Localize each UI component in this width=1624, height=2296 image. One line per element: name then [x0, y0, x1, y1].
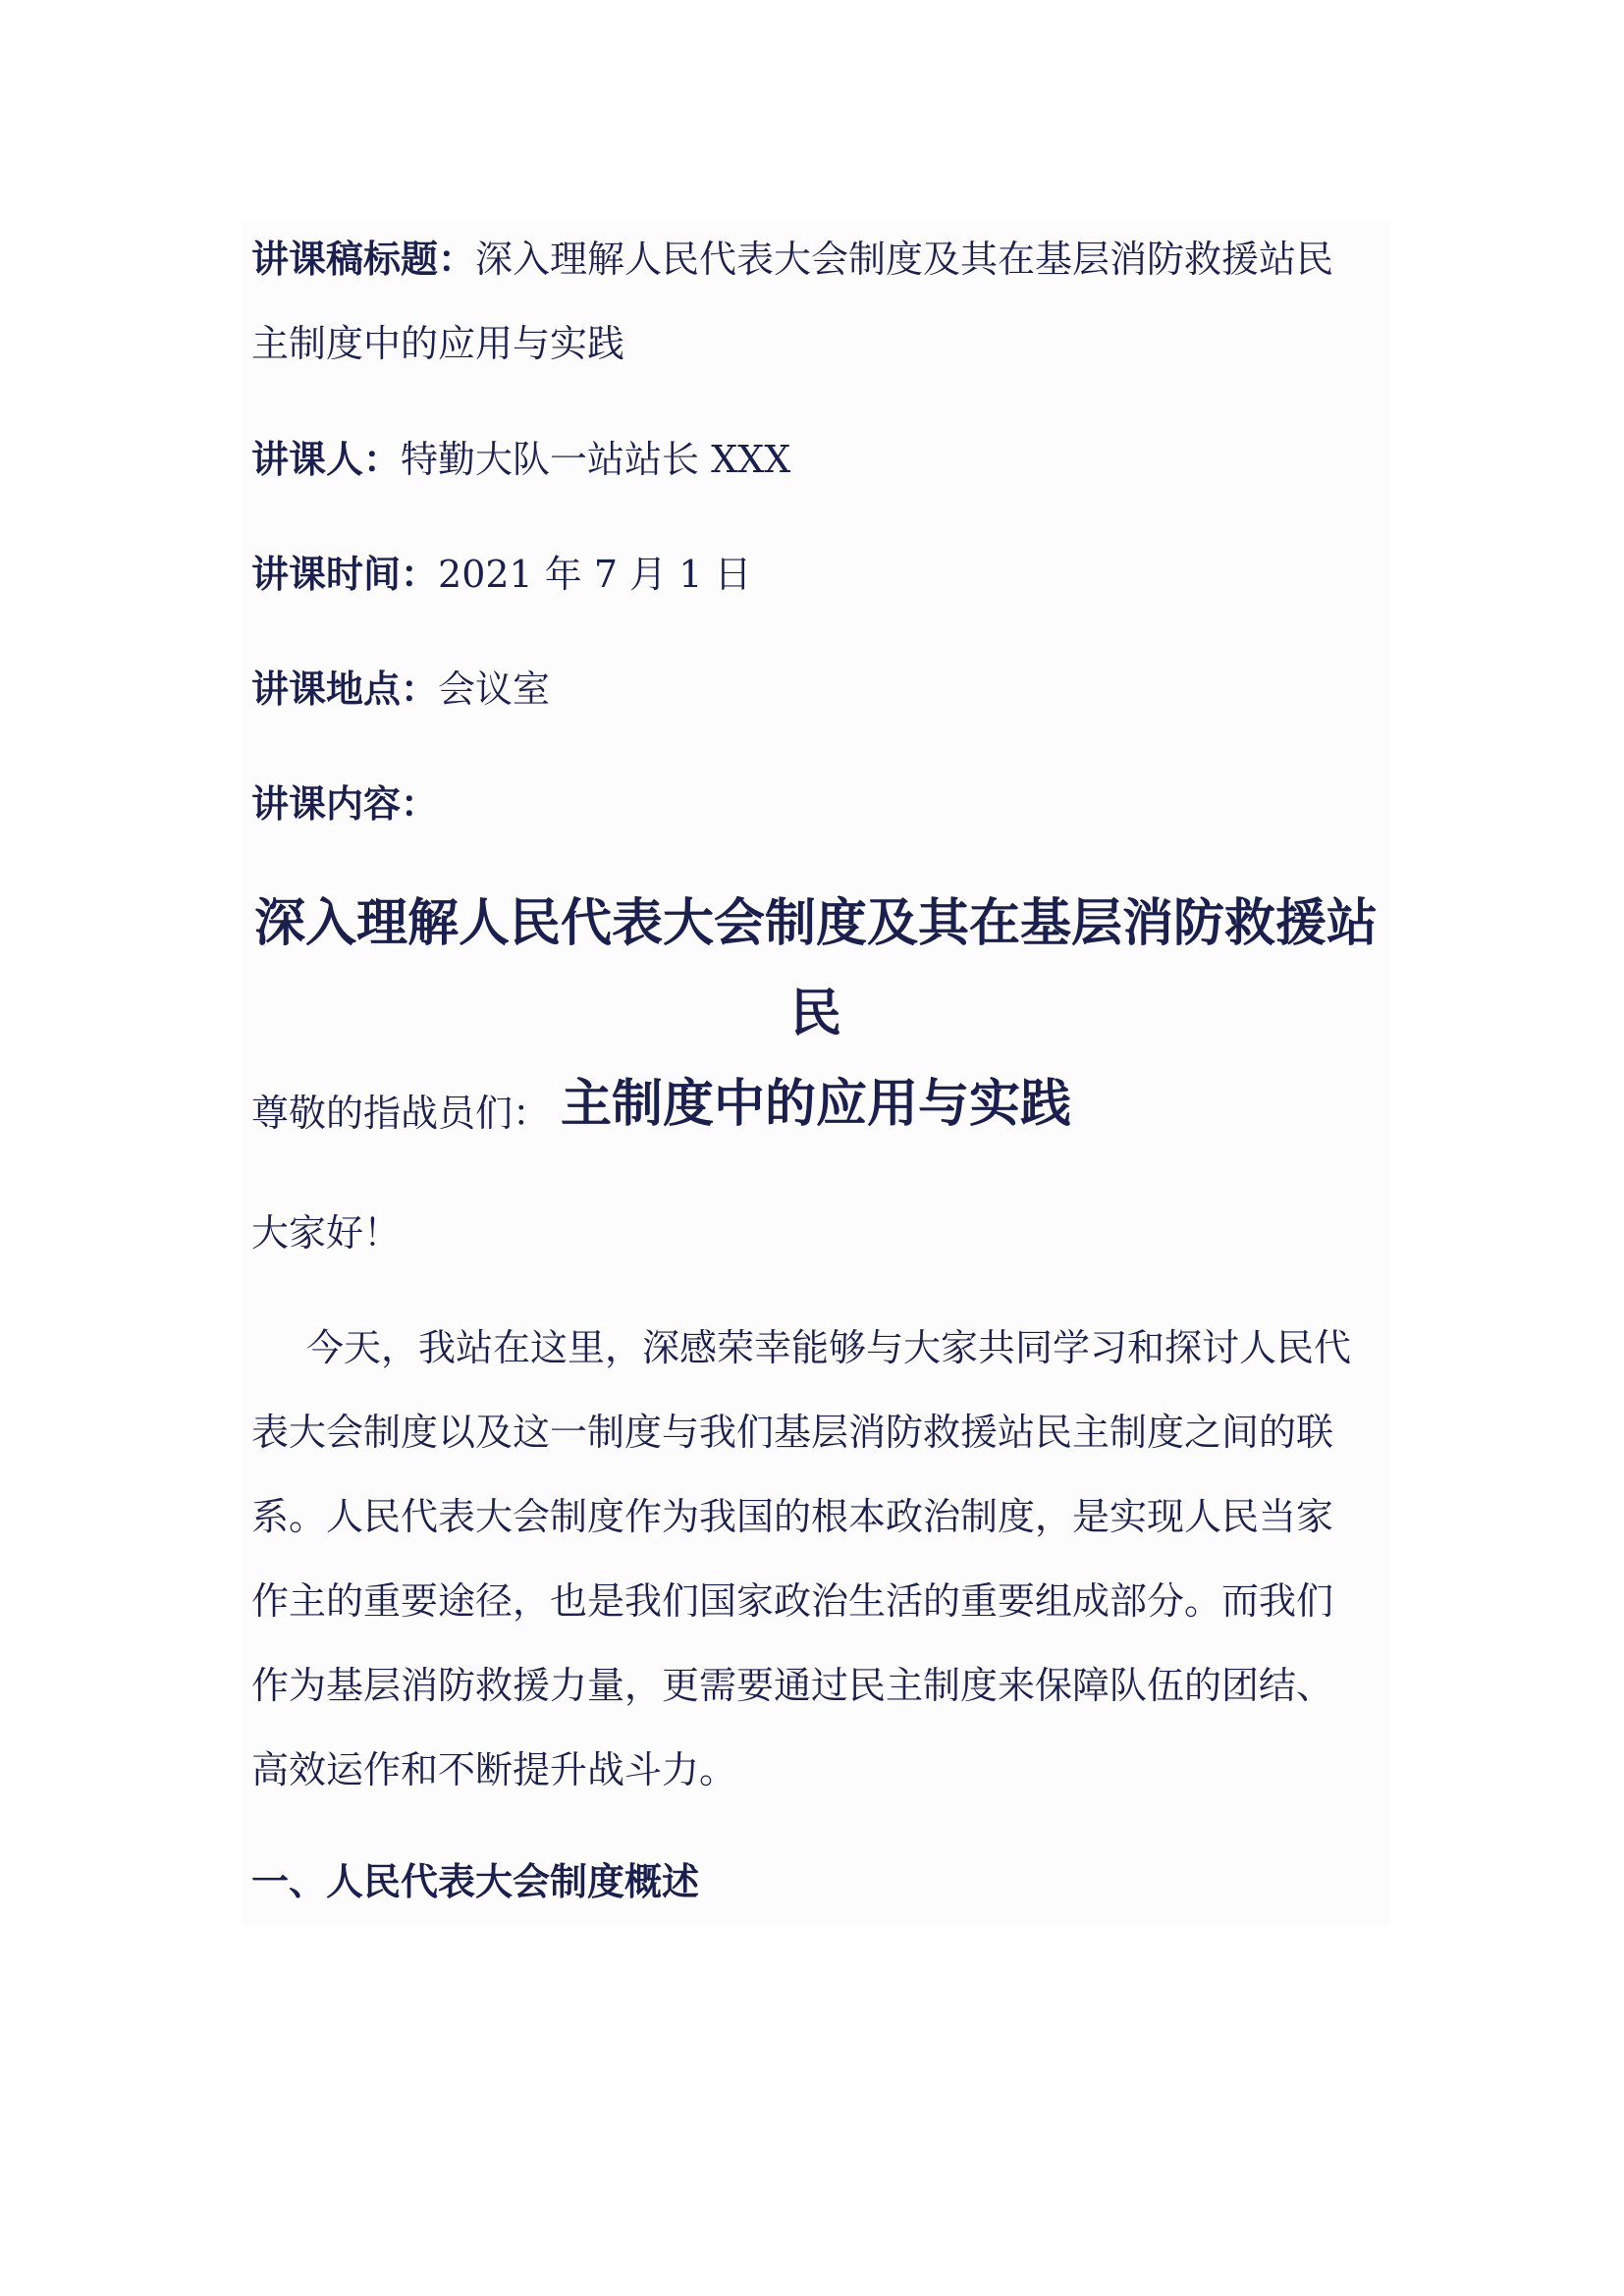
lecturer-line [251, 417, 790, 502]
paragraph-line [251, 1474, 1333, 1559]
paragraph-line-text: 作主的重要途径，也是我们国家政治生活的重要组成部分。而我们 [251, 1579, 1334, 1623]
paragraph-line-text: 表大会制度以及这一制度与我们基层消防救援站民主制度之间的联 [251, 1411, 1334, 1454]
greeting-text: 大家好！ [251, 1211, 402, 1255]
paragraph-line [306, 1306, 1351, 1390]
paragraph-line [251, 1728, 736, 1812]
paragraph-line-text: 高效运作和不断提升战斗力。 [251, 1748, 737, 1791]
lecture-title-line-2 [251, 301, 624, 386]
section-heading-text: 一、人民代表大会制度概述 [251, 1859, 700, 1903]
lecture-location-label: 讲课地点： [251, 667, 439, 711]
section-heading [251, 1851, 699, 1905]
salutation [251, 1071, 550, 1155]
lecturer-label: 讲课人： [251, 437, 402, 481]
paragraph-line [251, 1559, 1333, 1643]
main-heading-line-2: 主制度中的应用与实践 [560, 1074, 1071, 1134]
main-heading-line-1: 深入理解人民代表大会制度及其在基层消防救援站民 [253, 893, 1378, 1043]
lecture-time-line [251, 532, 751, 616]
lecture-title-line-1 [251, 217, 1333, 301]
lecture-title-value: 深入理解人民代表大会制度及其在基层消防救援站民 [475, 238, 1334, 281]
lecture-location-value: 会议室 [438, 667, 551, 711]
paragraph-line-text: 作为基层消防救援力量，更需要通过民主制度来保障队伍的团结、 [251, 1664, 1334, 1707]
lecture-location-line [251, 647, 550, 731]
lecture-title-value-continued: 主制度中的应用与实践 [251, 322, 625, 365]
paragraph-line-text: 今天，我站在这里，深感荣幸能够与大家共同学习和探讨人民代 [306, 1326, 1352, 1369]
paragraph-line [251, 1643, 1333, 1728]
lecture-time-label: 讲课时间： [251, 552, 439, 596]
paragraph-line-text: 系。人民代表大会制度作为我国的根本政治制度，是实现人民当家 [251, 1495, 1334, 1538]
greeting [251, 1191, 401, 1275]
salutation-text: 尊敬的指战员们： [251, 1092, 551, 1135]
lecture-title-label: 讲课稿标题： [251, 237, 476, 281]
lecture-content-line [251, 762, 438, 846]
paragraph-line [251, 1390, 1333, 1474]
lecture-content-label: 讲课内容： [251, 781, 439, 826]
lecturer-value: 特勤大队一站站长 XXX [401, 438, 791, 481]
lecture-time-value: 2021 年 7 月 1 日 [438, 553, 752, 596]
